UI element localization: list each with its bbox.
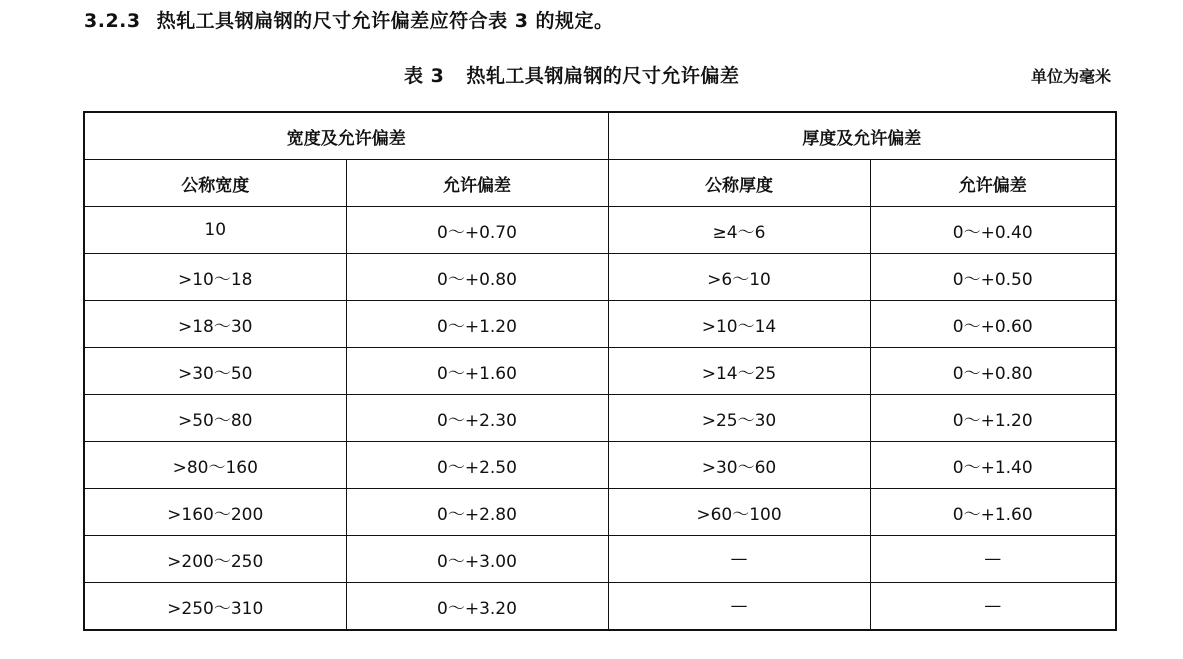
nominal-thickness-cell: —: [608, 583, 870, 631]
width-tolerance-cell: 0～+2.80: [346, 489, 608, 536]
column-header-width-tolerance: 允许偏差: [346, 160, 608, 207]
table-row: [84, 301, 1116, 348]
thickness-group-header: 厚度及允许偏差: [608, 112, 1116, 160]
tolerance-table: [83, 111, 1117, 631]
column-header-row: [84, 160, 1116, 207]
group-header-row: [84, 112, 1116, 160]
width-tolerance-cell: 0～+0.70: [346, 207, 608, 254]
width-tolerance-cell: 0～+1.20: [346, 301, 608, 348]
nominal-width-cell: >80～160: [84, 442, 346, 489]
thickness-tolerance-cell: —: [870, 536, 1116, 583]
table-row: [84, 254, 1116, 301]
nominal-thickness-cell: >10～14: [608, 301, 870, 348]
nominal-thickness-cell: —: [608, 536, 870, 583]
width-tolerance-cell: 0～+2.50: [346, 442, 608, 489]
clause-text: 热轧工具钢扁钢的尺寸允许偏差应符合表 3 的规定。: [156, 10, 614, 32]
nominal-thickness-cell: >30～60: [608, 442, 870, 489]
nominal-thickness-cell: ≥4～6: [608, 207, 870, 254]
table-row: [84, 536, 1116, 583]
nominal-thickness-cell: >25～30: [608, 395, 870, 442]
thickness-tolerance-cell: 0～+0.50: [870, 254, 1116, 301]
width-group-header: 宽度及允许偏差: [84, 112, 608, 160]
width-tolerance-cell: 0～+2.30: [346, 395, 608, 442]
nominal-width-cell: >18～30: [84, 301, 346, 348]
table-row: [84, 489, 1116, 536]
nominal-width-cell: >200～250: [84, 536, 346, 583]
table-title: 热轧工具钢扁钢的尺寸允许偏差: [466, 65, 740, 87]
table-row: [84, 442, 1116, 489]
table-row: [84, 348, 1116, 395]
nominal-thickness-cell: >14～25: [608, 348, 870, 395]
thickness-tolerance-cell: 0～+1.20: [870, 395, 1116, 442]
nominal-width-cell: >10～18: [84, 254, 346, 301]
thickness-tolerance-cell: 0～+1.60: [870, 489, 1116, 536]
width-tolerance-cell: 0～+1.60: [346, 348, 608, 395]
column-header-nominal-thickness: 公称厚度: [608, 160, 870, 207]
clause-number: 3.2.3: [84, 10, 141, 32]
nominal-width-cell: >30～50: [84, 348, 346, 395]
nominal-thickness-cell: >60～100: [608, 489, 870, 536]
width-tolerance-cell: 0～+0.80: [346, 254, 608, 301]
thickness-tolerance-cell: 0～+0.60: [870, 301, 1116, 348]
nominal-width-cell: 10: [84, 207, 346, 254]
nominal-width-cell: >50～80: [84, 395, 346, 442]
table-row: [84, 207, 1116, 254]
width-tolerance-cell: 0～+3.00: [346, 536, 608, 583]
thickness-tolerance-cell: 0～+1.40: [870, 442, 1116, 489]
table-row: [84, 583, 1116, 631]
nominal-width-cell: >160～200: [84, 489, 346, 536]
width-tolerance-cell: 0～+3.20: [346, 583, 608, 631]
table-header: [84, 112, 1116, 207]
column-header-nominal-width: 公称宽度: [84, 160, 346, 207]
table-caption: [404, 61, 739, 88]
table-row: [84, 395, 1116, 442]
table-body: [84, 207, 1116, 631]
nominal-thickness-cell: >6～10: [608, 254, 870, 301]
thickness-tolerance-cell: 0～+0.40: [870, 207, 1116, 254]
nominal-width-cell: >250～310: [84, 583, 346, 631]
clause-heading: [84, 6, 614, 33]
thickness-tolerance-cell: —: [870, 583, 1116, 631]
unit-label: 单位为毫米: [1030, 67, 1111, 86]
table-number: 表 3: [404, 65, 445, 87]
column-header-thickness-tolerance: 允许偏差: [870, 160, 1116, 207]
thickness-tolerance-cell: 0～+0.80: [870, 348, 1116, 395]
